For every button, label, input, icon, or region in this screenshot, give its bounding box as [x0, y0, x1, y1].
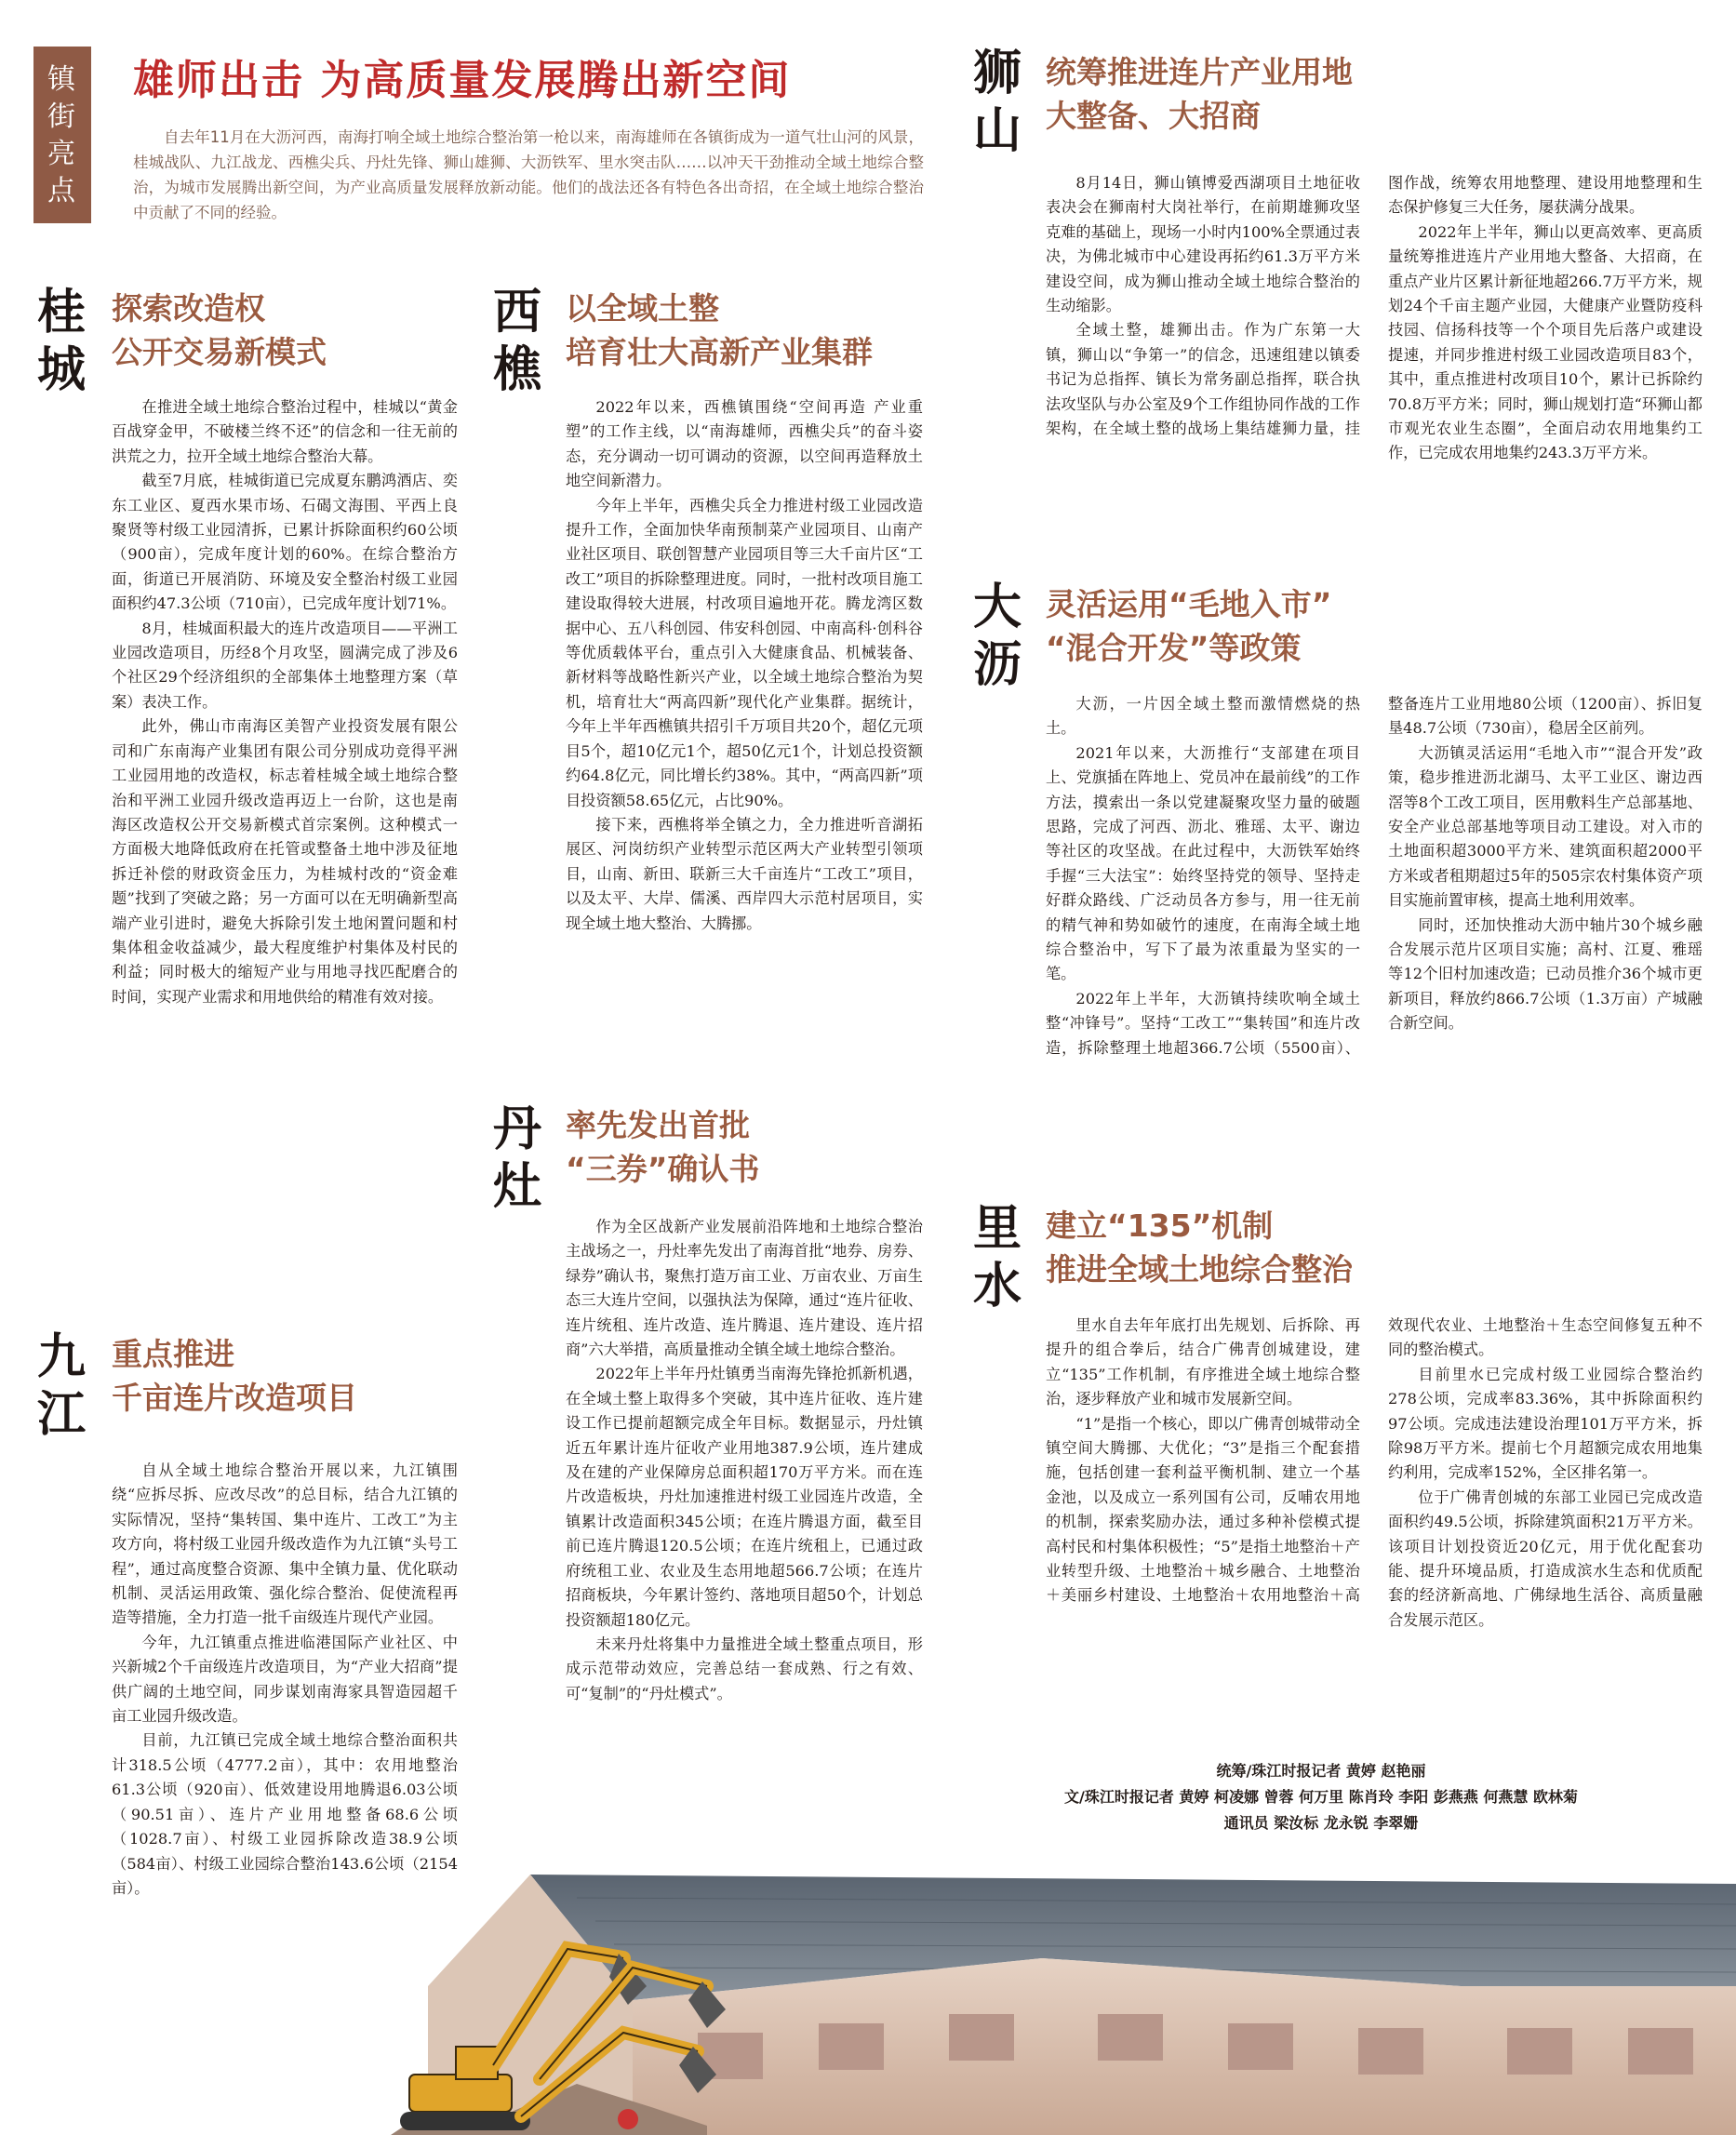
town-label-lishui: 里水	[972, 1200, 1022, 1314]
demolition-illustration	[391, 1847, 1736, 2135]
column-tag: 镇街亮点	[33, 47, 91, 223]
byline-reporters: 文/珠江时报记者 黄婷 柯凌娜 曾蓉 何万里 陈肖玲 李阳 彭燕燕 何燕慧 欧林菊	[1064, 1788, 1578, 1806]
town-label-jiujiang: 九江	[36, 1328, 86, 1443]
section-body-danzao: 作为全区战新产业发展前沿阵地和土地综合整治主战场之一，丹灶率先发出了南海首批“地券、房券、绿券”确认书，聚焦打造万亩工业、万亩农业、万亩生态三大连片空间，以强执法为保障，通过“连片征收、连片统租、连片改造、连片腾退、连片建设、连片招商”六大举措，高质量推动全镇全域土地综合整治。 2022年上半年丹灶镇勇当南海先锋抢抓新机遇，在全域土整上取得多个突破，其中连片征收、连片建设工作已提前超额完成全年目标。数据显示，丹灶镇近五年累计连片征收产业用地387.9公顷，连片建成及在建的产业保障房总面积超170万平方米。而在连片改造板块，丹灶加速推进村级工业园连片改造，全镇累计改造面积345公顷；在连片腾退方面，截至目前已连片腾退120.5公顷；在连片统租上，已通过政府统租工业、农业及生态用地超566.7公顷；在连片招商板块，今年累计签约、落地项目超50个，计划总投资额超180亿元。 未来丹灶将集中力量推进全域土整重点项目，形成示范带动效应，完善总结一套成熟、行之有效、可“复制”的“丹灶模式”。	[566, 1218, 923, 1702]
section-title-xiqiao: 以全域土整 培育壮大高新产业集群	[566, 290, 873, 370]
section-title-guicheng: 探索改造权 公开交易新模式	[112, 290, 327, 370]
town-label-xiqiao: 西樵	[492, 284, 541, 398]
town-label-danzao: 丹灶	[492, 1101, 541, 1215]
section-title-lishui: 建立“135”机制 推进全域土地综合整治	[1046, 1208, 1353, 1288]
byline-coordinator: 统筹/珠江时报记者 黄婷 赵艳丽	[1216, 1762, 1426, 1780]
section-title-danzao: 率先发出首批 “三券”确认书	[566, 1107, 760, 1187]
section-title-jiujiang: 重点推进 千亩连片改造项目	[112, 1336, 357, 1416]
sign-icon	[618, 2109, 638, 2129]
section-title-dali: 灵活运用“毛地入市” “混合开发”等政策	[1046, 586, 1332, 666]
section-body-xiqiao: 2022年以来，西樵镇围绕“空间再造 产业重塑”的工作主线，以“南海雄师，西樵尖兵”的奋斗姿态，充分调动一切可调动的资源，以空间再造释放土地空间新潜力。 今年上半年，西樵尖兵全力推进村级工业园改造提升工作，全面加快华南预制菜产业园项目、山南产业社区项目、联创智慧产业园项目等三大千亩片区“工改工”项目的拆除整理进度。同时，一批村改项目施工建设取得较大进展，村改项目遍地开花。腾龙湾区数据中心、五八科创园、伟安科创园、中南高科·创科谷等优质载体平台，重点引入大健康食品、机械装备、新材料等战略性新兴产业，以全域土地综合整治为契机，培育壮大“两高四新”现代化产业集群。据统计，今年上半年西樵镇共招引千万项目共20个，超亿元项目5个，超10亿元1个，超50亿元1个，计划总投资额约64.8亿元，同比增长约38%。其中，“两高四新”项目投资额58.65亿元，占比90%。 接下来，西樵将举全镇之力，全力推进听音湖拓展区、河岗纺织产业转型示范区两大产业转型引领项目，山南、新田、联新三大千亩连片“工改工”项目，以及太平、大岸、儒溪、西岸四大示范村居项目，实现全域土地大整治、大腾挪。	[566, 398, 923, 932]
section-body-guicheng: 在推进全域土地综合整治过程中，桂城以“黄金百战穿金甲，不破楼兰终不还”的信念和一往无前的洪荒之力，拉开全域土地综合整治大幕。 截至7月底，桂城街道已完成夏东鹏鸿酒店、奕东工业区、夏西水果市场、石碣文海围、平西上良聚贤等村级工业园清拆，已累计拆除面积约60公顷（900亩），完成年度计划的60%。在综合整治方面，街道已开展消防、环境及安全整治村级工业园面积约47.3公顷（710亩），已完成年度计划71%。 8月，桂城面积最大的连片改造项目——平洲工业园改造项目，历经8个月攻坚，圆满完成了涉及6个社区29个经济组织的全部集体土地整理方案（草案）表决工作。 此外，佛山市南海区美智产业投资发展有限公司和广东南海产业集团有限公司分别成功竞得平洲工业园用地的改造权，标志着桂城全域土地综合整治和平洲工业园升级改造再迈上一台阶，这也是南海区改造权公开交易新模式首宗案例。这种模式一方面极大地降低政府在托管或整备土地中涉及征地拆迁补偿的财政资金压力，为桂城村改的“资金难题”找到了突破之路；另一方面可以在无明确新型高端产业引进时，避免大拆除引发土地闲置问题和村集体租金收益减少，最大程度维护村集体及村民的利益；同时极大的缩短产业与用地寻找匹配磨合的时间，实现产业需求和用地供给的精准有效对接。	[112, 398, 458, 1006]
section-body-jiujiang: 自从全域土地综合整治开展以来，九江镇围绕“应拆尽拆、应改尽改”的总目标，结合九江镇的实际情况，坚持“集转国、集中连片、工改工”为主攻方向，将村级工业园升级改造作为九江镇“头号工程”，通过高度整合资源、集中全镇力量、优化联动机制、灵活运用政策、强化综合整治、促使流程再造等措施，全力打造一批千亩级连片现代产业园。 今年，九江镇重点推进临港国际产业社区、中兴新城2个千亩级连片改造项目，为“产业大招商”提供广阔的土地空间，同步谋划南海家具智造园超千亩工业园升级改造。 目前，九江镇已完成全域土地综合整治面积共计318.5公顷（4777.2亩），其中：农用地整治61.3公顷（920亩）、低效建设用地腾退6.03公顷（90.51亩）、连片产业用地整备68.6公顷（1028.7亩）、村级工业园拆除改造38.9公顷（584亩）、村级工业园综合整治143.6公顷（2154亩）。	[112, 1461, 458, 1897]
section-body-dali: 大沥，一片因全域土整而激情燃烧的热土。 2021年以来，大沥推行“支部建在项目上、党旗插在阵地上、党员冲在最前线”的工作方法，摸索出一条以党建凝聚攻坚力量的破题思路，完成了河西、沥北、雅瑶、太平、谢边等社区的攻坚战。在此过程中，大沥铁军始终手握“三大法宝”：始终坚持党的领导、坚持走好群众路线、广泛动员各方参与，用一往无前的精气神和势如破竹的速度，在南海全域土地综合整治中，写下了最为浓重最为坚实的一笔。 2022年上半年，大沥镇持续吹响全域土整“冲锋号”。坚持“工改工”“集转国”和连片改造，拆除整理土地超366.7公顷（5500亩）、整备连片工业用地80公顷（1200亩）、拆旧复垦48.7公顷（730亩），稳居全区前列。 大沥镇灵活运用“毛地入市”“混合开发”政策，稳步推进沥北湖马、太平工业区、谢边西滘等8个工改工项目，医用敷料生产总部基地、安全产业总部基地等项目动工建设。对入市的土地面积超3000平方米、建筑面积超2000平方米或者租期超过5年的505宗农村集体资产项目实施前置审核，提高土地利用效率。 同时，还加快推动大沥中轴片30个城乡融合发展示范片区项目实施；高村、江夏、雅瑶等12个旧村加速改造；已动员推介36个城市更新项目，释放约866.7公顷（1.3万亩）产城融合新空间。	[1046, 695, 1703, 1057]
byline	[1042, 1758, 1736, 1836]
town-label-shishan: 狮山	[972, 45, 1022, 159]
section-body-shishan: 8月14日，狮山镇博爱西湖项目土地征收表决会在狮南村大岗社举行，在前期雄狮攻坚克难的基础上，现场一小时内100%全票通过表决，为佛北城市中心建设再拓约61.3万平方米建设空间，成为狮山推动全域土地综合整治的生动缩影。 全域土整，雄狮出击。作为广东第一大镇，狮山以“争第一”的信念，迅速组建以镇委书记为总指挥、镇长为常务副总指挥，联合执法攻坚队与办公室及9个工作组协同作战的工作架构，在全域土整的战场上集结雄狮力量，挂图作战，统筹农用地整理、建设用地整理和生态保护修复三大任务，屡获满分战果。 2022年上半年，狮山以更高效率、更高质量统筹推进连片产业用地大整备、大招商，在重点产业片区累计新征地超266.7万平方米，规划24个千亩主题产业园，大健康产业暨防疫科技园、信扬科技等一个个项目先后落户或建设提速，并同步推进村级工业园改造项目83个，其中，重点推进村改项目10个，累计已拆除约70.8万平方米；同时，狮山规划打造“环狮山都市观光农业生态圈”，全面启动农用地集约工作，已完成农用地集约243.3万平方米。	[1046, 174, 1703, 462]
section-body-lishui: 里水自去年年底打出先规划、后拆除、再提升的组合拳后，结合广佛青创城建设，建立“135”工作机制，有序推进全域土地综合整治，逐步释放产业和城市发展新空间。 “1”是指一个核心，即以广佛青创城带动全镇空间大腾挪、大优化；“3”是指三个配套措施，包括创建一套利益平衡机制、建立一个基金池，以及成立一系列国有公司，反哺农用地的机制，探索奖励办法，通过多种补偿模式提高村民和村集体积极性；“5”是指土地整治＋产业转型升级、土地整治＋城乡融合、土地整治＋美丽乡村建设、土地整治＋农用地整治＋高效现代农业、土地整治＋生态空间修复五种不同的整治模式。 目前里水已完成村级工业园综合整治约278公顷，完成率83.36%，其中拆除面积约97公顷。完成违法建设治理101万平方米，拆除98万平方米。提前七个月超额完成农用地集约利用，完成率152%，全区排名第一。 位于广佛青创城的东部工业园已完成改造面积约49.5公顷，拆除建筑面积21万平方米。该项目计划投资近20亿元，用于优化配套功能、提升环境品质，打造成滨水生态和优质配套的经济新高地、广佛绿地生活谷、高质量融合发展示范区。	[1046, 1316, 1703, 1629]
intro-paragraph: 自去年11月在大沥河西，南海打响全域土地综合整治第一枪以来，南海雄师在各镇街成为一道气壮山河的风景，桂城战队、九江战龙、西樵尖兵、丹灶先锋、狮山雄狮、大沥铁军、里水突击队……以冲天干劲推动全域土地综合整治，为城市发展腾出新空间，为产业高质量发展释放新动能。他们的战法还各有特色各出奇招，在全域土地综合整治中贡献了不同的经验。	[133, 128, 924, 221]
town-label-dali: 大沥	[972, 579, 1022, 693]
byline-correspondents: 通讯员 梁汝标 龙永锐 李翠姗	[1223, 1814, 1419, 1832]
page-title: 雄师出击 为高质量发展腾出新空间	[133, 57, 792, 104]
section-title-shishan: 统筹推进连片产业用地 大整备、大招商	[1046, 54, 1353, 134]
town-label-guicheng: 桂城	[36, 284, 86, 398]
